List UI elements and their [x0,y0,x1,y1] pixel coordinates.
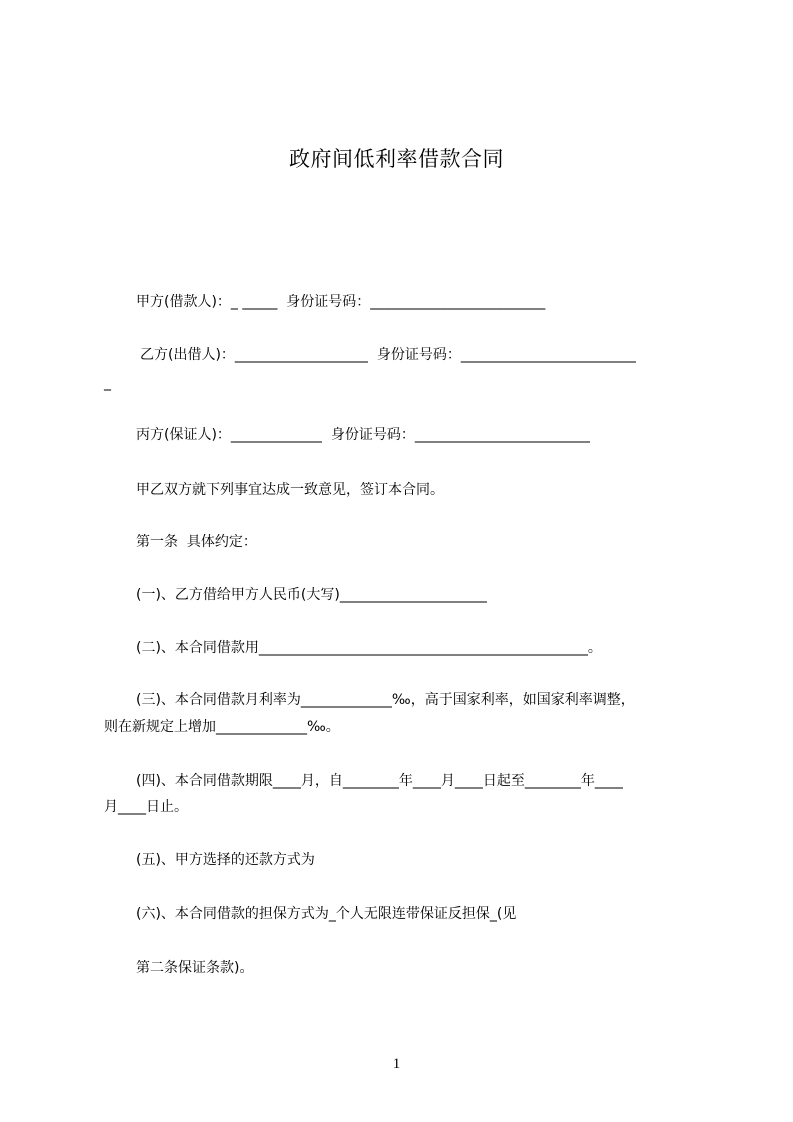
party-a-line: 甲方(借款人)：_ _____ 身份证号码：_________________________ [136,294,546,310]
clause-4-line-1: (四)、本合同借款期限____月，自________年____月____日起至________年____ [136,773,623,789]
document-title: 政府间低利率借款合同 [289,147,504,171]
page-number: 1 [392,1056,401,1072]
clause-6-line-1: (六)、本合同借款的担保方式为_个人无限连带保证反担保_(见 [136,906,517,922]
clause-3-line-1: (三)、本合同借款月利率为_____________‰，高于国家利率，如国家利率调整， [136,692,635,708]
clause-4-line-2: 月____日止。 [104,799,188,815]
party-c-line: 丙方(保证人)：_____________ 身份证号码：_________________________ [136,427,590,443]
clause-2: (二)、本合同借款用_______________________________________________。 [136,640,602,656]
clause-3-line-2: 则在新规定上增加_____________‰。 [104,719,340,735]
agreement-statement: 甲乙双方就下列事宜达成一致意见，签订本合同。 [136,482,444,498]
party-b-line: 乙方(出借人)：___________________ 身份证号码：_________________________ [140,347,636,363]
clause-1: (一)、乙方借给甲方人民币(大写)_____________________ [136,587,487,603]
party-b-line-continued: _ [104,375,111,391]
clause-5: (五)、甲方选择的还款方式为 [136,852,315,868]
article-1-heading: 第一条 具体约定： [136,534,257,550]
clause-6-line-2: 第二条保证条款)。 [136,960,254,976]
